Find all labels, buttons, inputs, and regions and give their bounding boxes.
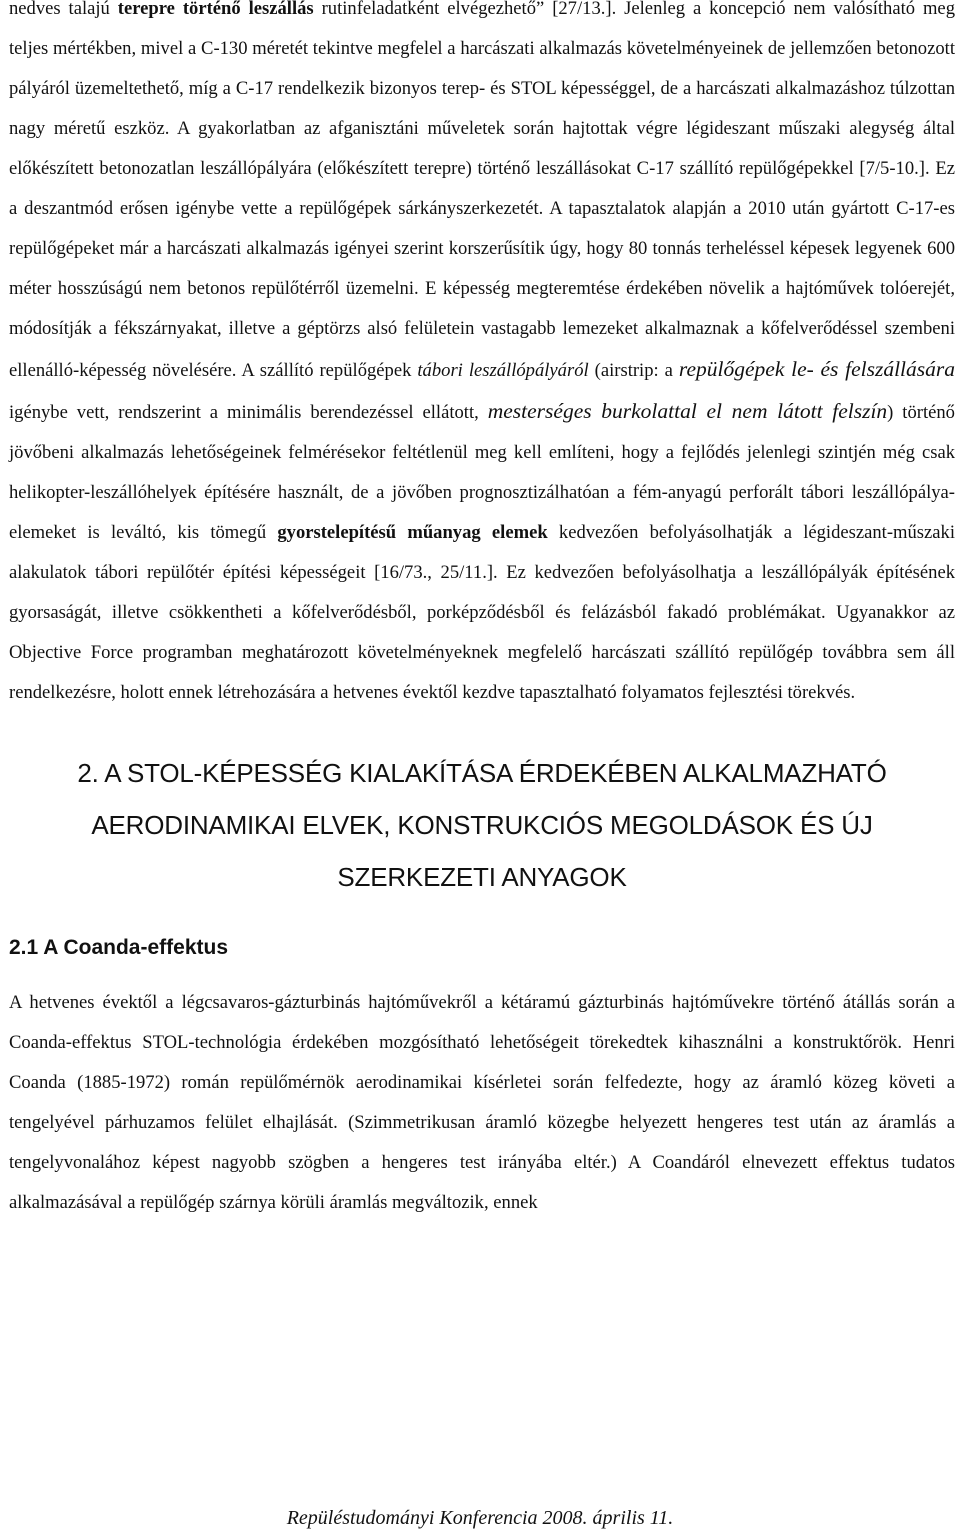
body-paragraph [9, 0, 955, 713]
bold-phrase: terepre történő leszállás [117, 0, 314, 19]
body-paragraph: A hetvenes évektől a légcsavaros-gázturbinás hajtóművekről a kétáramú gázturbinás hajtóművekre történő átállás során a Coanda-effektus STOL-technológia érdekében mozgósítható lehetőségeit törekedtek kihasználni a konstruktőrök. Henri Coanda (1885-1972) román repülőmérnök aerodinamikai kísérletei során felfedezte, hogy az áramló közeg követi a tengelyével párhuzamos felület elhajlását. (Szimmetrikusan áramló közegbe helyezett hengeres test után az áramlás a tengelyvonalához képest nagyobb szögben a hengeres test irányába eltér.) A Coandáról elnevezett effektus tudatos alkalmazásával a repülőgép szárnya körüli áramlás megváltozik, ennek [9, 992, 955, 1213]
text-run: (airstrip: a [588, 360, 679, 381]
italic-definition-phrase: repülőgépek le- és felszállására [678, 357, 956, 381]
text-run: igénybe vett, rendszerint a minimális berendezéssel ellátott, [9, 402, 488, 423]
text-run: ) történő jövőbeni alkalmazás lehetőségeinek felmérésekor feltétlenül meg kell említeni, hogy a fejlődés jelenlegi szintjén még csak helikopter-leszállóhelyek építésére használt, de a jövőben prognosztizálhatóan a fém-anyagú perforált tábori leszállópálya-elemeket is leváltó, kis tömegű [9, 402, 955, 543]
section-heading [9, 747, 955, 903]
section-heading-line-1: 2. A STOL-KÉPESSÉG KIALAKÍTÁSA ÉRDEKÉBEN ALKALMAZHATÓ [77, 758, 887, 788]
section-heading-line-2: AERODINAMIKAI ELVEK, KONSTRUKCIÓS MEGOLDÁSOK ÉS ÚJ [91, 810, 873, 840]
section-heading-line-3: SZERKEZETI ANYAGOK [337, 862, 627, 892]
text-run: kedvezően befolyásolhatják a légideszant-műszaki alakulatok tábori repülőtér építési képességeit [16/73., 25/11.]. Ez kedvezően befolyásolhatja a leszállópályák építésének gyorsaságát, illetve csökkentheti a kőfelverődésből, porképződésből és felázásból fakadó problémákat. Ugyanakkor az Objective Force programban meghatározott követelményeknek megfelelő harcászati szállító repülőgép továbbra sem áll rendelkezésre, holott ennek létrehozására a hetvenes évektől kezdve tapasztalható folyamatos fejlesztési törekvés. [9, 522, 955, 703]
subsection-heading: 2.1 A Coanda-effektus [9, 936, 228, 959]
text-run: nedves talajú [9, 0, 118, 19]
italic-phrase: tábori leszállópályáról [417, 360, 589, 381]
page-footer: Repüléstudományi Konferencia 2008. április 11. [286, 1507, 674, 1529]
italic-definition-phrase: mesterséges burkolattal el nem látott felszín [487, 399, 888, 423]
text-run: rutinfeladatként elvégezhető” [27/13.]. Jelenleg a koncepció nem valósítható meg teljes mértékben, mivel a C-130 méretét tekintve megfelel a harcászati alkalmazás követelményeinek de jellemzően betonozott pályáról üzemeltethető, míg a C-17 rendelkezik bizonyos terep- és STOL képességgel, de a harcászati alkalmazáshoz túlzottan nagy méretű eszköz. A gyakorlatban az afganisztáni műveletek során hajtottak végre légideszant műszaki alegység által előkészített betonozatlan leszállópályára (előkészített terepre) történő leszállásokat C-17 szállító repülőgépekkel [7/5-10.]. Ez a deszantmód erősen igénybe vette a repülőgépek sárkányszerkezetét. A tapasztalatok alapján a 2010 után gyártott C-17-es repülőgépeket már a harcászati alkalmazás igényei szerint korszerűsítik úgy, hogy 80 tonnás terheléssel képesek legyenek 600 méter hosszúságú nem betonos repülőtérről üzemelni. E képesség megteremtése érdekében növelik a hajtóművek tolóerejét, módosítják a fékszárnyakat, illetve a géptörzs alsó felületein vastagabb lemezeket alkalmaznak a kőfelverődéssel szembeni ellenálló-képesség növelésére. A szállító repülőgépek [9, 0, 955, 381]
bold-phrase: gyorstelepítésű műanyag elemek [277, 522, 548, 543]
document-page [9, 0, 955, 1223]
